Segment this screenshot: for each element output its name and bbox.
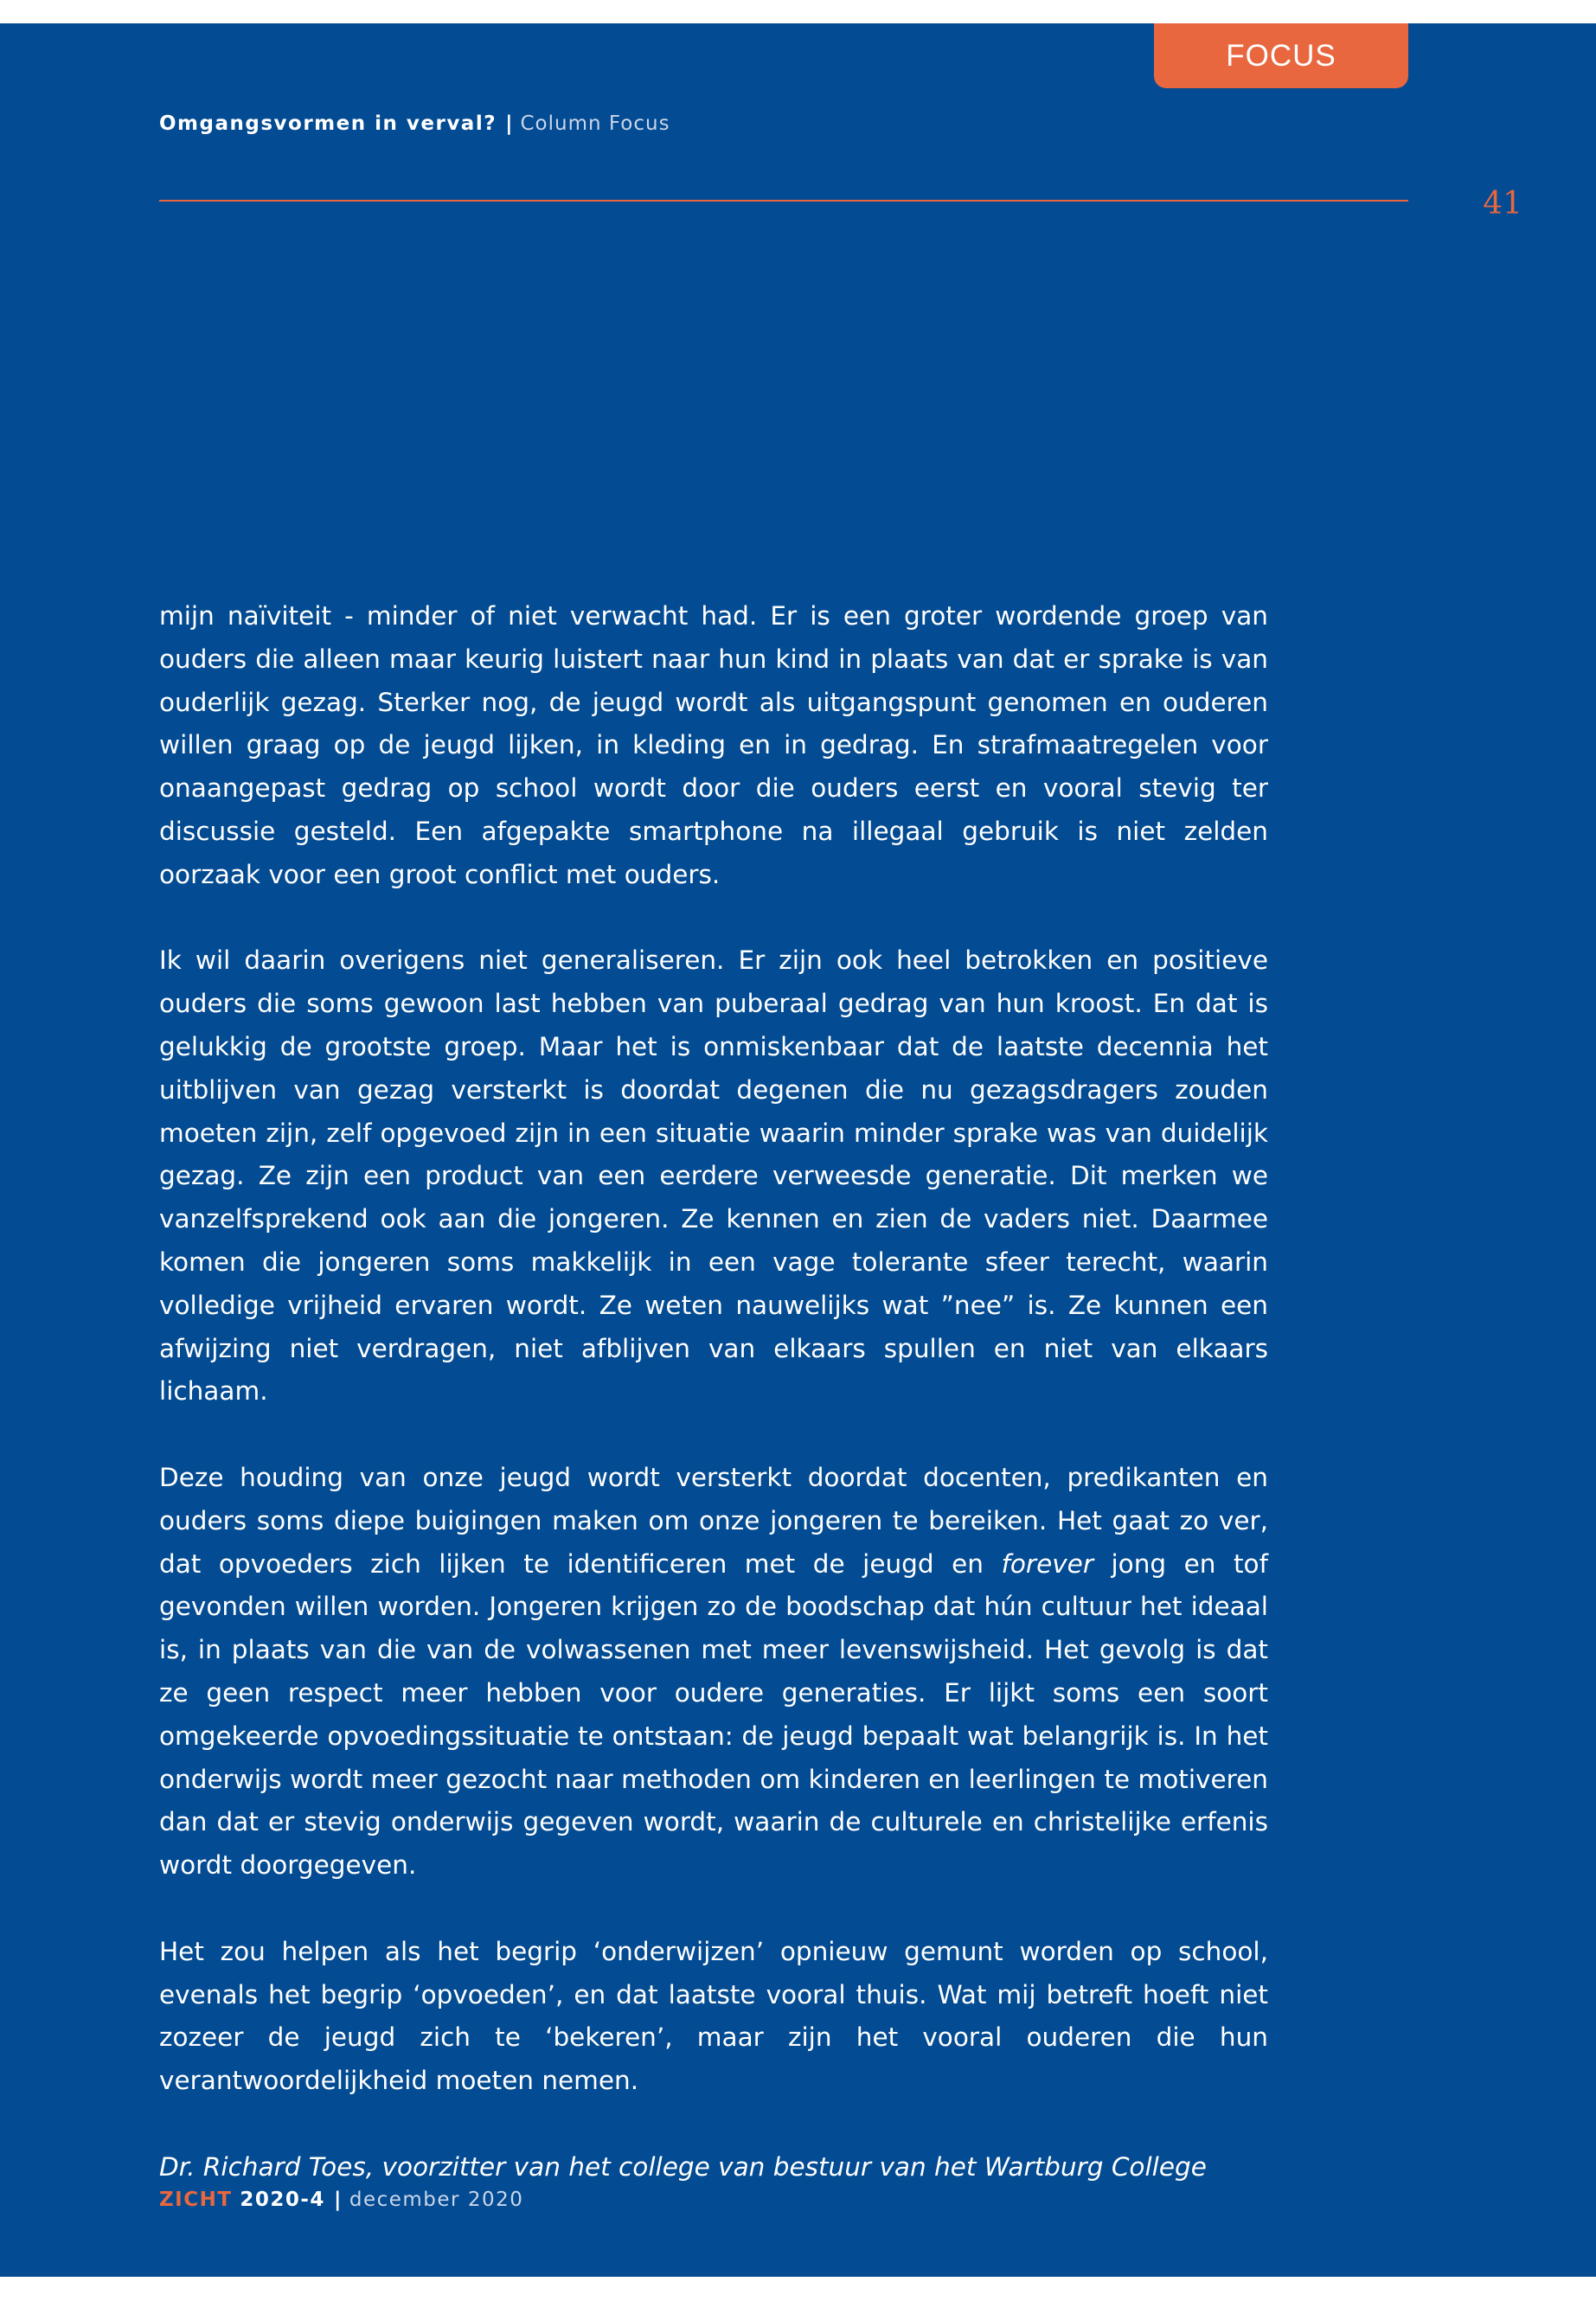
author-signature: Dr. Richard Toes, voorzitter van het college van bestuur van het Wartburg College bbox=[159, 2151, 1207, 2182]
paragraph-3-part-1: Deze houding van onze jeugd wordt versterkt doordat docenten, predikanten en ouders soms diepe buigingen maken om onze jongeren te bereiken. Het gaat zo ver, dat opvoeders zich lijken te identificeren met de jeugd en bbox=[159, 1462, 1268, 1579]
issue-number: 2020-4 bbox=[240, 2189, 325, 2211]
paragraph-1: mijn naïviteit - minder of niet verwacht had. Er is een groter wordende groep van ouders die alleen maar keurig luistert naar hun kind in plaats van dat er sprake is van ouderlijk gezag. Sterker nog, de jeugd wordt als uitgangspunt genomen en ouderen willen graag op de jeugd lijken, in kleding en in gedrag. En strafmaatregelen voor onaangepast gedrag op school wordt door die ouders eerst en vooral stevig ter discussie gesteld. Een afgepakte smartphone na illegaal gebruik is niet zelden oorzaak voor een groot conflict met ouders. bbox=[159, 601, 1268, 889]
header-divider bbox=[159, 200, 1408, 202]
page-number: 41 bbox=[1483, 186, 1522, 221]
running-head bbox=[159, 112, 670, 135]
running-head-separator: | bbox=[505, 112, 514, 135]
paragraph-3 bbox=[159, 1457, 1268, 1888]
paragraph-3-emphasis: forever bbox=[1001, 1548, 1093, 1579]
magazine-page bbox=[0, 23, 1596, 2277]
paragraph-4: Het zou helpen als het begrip ‘onderwijzen’ opnieuw gemunt worden op school, evenals het begrip ‘opvoeden’, en dat laatste vooral thuis. Wat mij betreft hoeft niet zozeer de jeugd zich te ‘bekeren’, maar zijn het vooral ouderen die hun verantwoordelijkheid moeten nemen. bbox=[159, 1936, 1268, 2096]
article-title: Omgangsvormen in verval? bbox=[159, 112, 497, 135]
column-label: Column Focus bbox=[520, 112, 670, 135]
magazine-name: ZICHT bbox=[159, 2189, 233, 2211]
paragraph-2: Ik wil daarin overigens niet generaliseren. Er zijn ook heel betrokken en positieve ouders die soms gewoon last hebben van puberaal gedrag van hun kroost. En dat is gelukkig de grootste groep. Maar het is onmiskenbaar dat de laatste decennia het uitblijven van gezag versterkt is doordat degenen die nu gezagsdragers zouden moeten zijn, zelf opgevoed zijn in een situatie waarin minder sprake was van duidelijk gezag. Ze zijn een product van een eerdere verweesde generatie. Dit merken we vanzelfsprekend ook aan die jongeren. Ze kennen en zien de vaders niet. Daarmee komen die jongeren soms makkelijk in een vage tolerante sfeer terecht, waarin volledige vrijheid ervaren wordt. Ze weten nauwelijks wat ”nee” is. Ze kunnen een afwijzing niet verdragen, niet afblijven van elkaars spullen en niet van elkaars lichaam. bbox=[159, 945, 1268, 1407]
footer-separator: | bbox=[333, 2189, 343, 2211]
issue-date: december 2020 bbox=[349, 2189, 524, 2211]
section-tab-focus bbox=[1154, 23, 1408, 88]
section-tab-label: FOCUS bbox=[1226, 38, 1336, 73]
article-body bbox=[159, 595, 1268, 2189]
paragraph-3-part-2: jong en tof gevonden willen worden. Jongeren krijgen zo de boodschap dat hún cultuur het ideaal is, in plaats van die van de volwassenen met meer levenswijsheid. Het gevolg is dat ze geen respect meer hebben voor oudere generaties. Er lijkt soms een soort omgekeerde opvoedingssituatie te ontstaan: de jeugd bepaalt wat belangrijk is. In het onderwijs wordt meer gezocht naar methoden om kinderen en leerlingen te motiveren dan dat er stevig onderwijs gegeven wordt, waarin de culturele en christelijke erfenis wordt doorgegeven. bbox=[159, 1548, 1268, 1881]
page-footer bbox=[159, 2189, 523, 2211]
